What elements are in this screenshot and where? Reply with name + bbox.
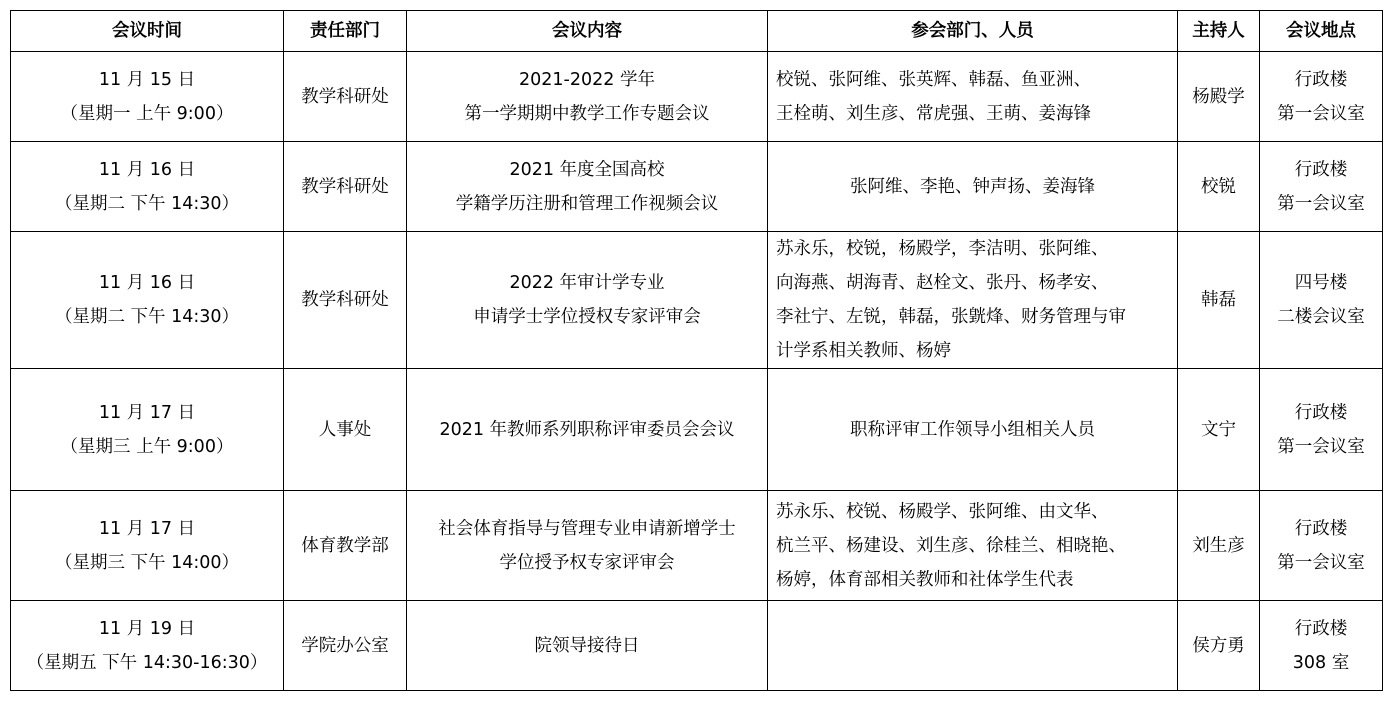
table-row <box>11 142 1383 232</box>
content-line: 社会体育指导与管理专业申请新增学士 <box>438 518 736 539</box>
content-line: 院领导接待日 <box>534 635 640 656</box>
cell-attendees <box>768 142 1178 232</box>
attendees-line: 杭兰平、杨建设、刘生彦、徐桂兰、相晓艳、 <box>776 535 1126 556</box>
cell-dept <box>284 369 407 491</box>
cell-location <box>1260 142 1383 232</box>
table-row <box>11 491 1383 601</box>
cell-content <box>407 232 768 369</box>
cell-dept <box>284 491 407 601</box>
cell-host <box>1178 491 1260 601</box>
cell-time <box>11 491 284 601</box>
host-name: 侯方勇 <box>1192 635 1245 656</box>
attendees-line: 苏永乐，校锐，杨殿学，李洁明、张阿维、 <box>776 239 1109 259</box>
header-location: 会议地点 <box>1260 11 1383 52</box>
host-name: 刘生彦 <box>1192 535 1245 556</box>
cell-attendees <box>768 232 1178 369</box>
cell-content <box>407 491 768 601</box>
attendees-line: 杨婷，体育部相关教师和社体学生代表 <box>776 569 1074 590</box>
content-line: 2021-2022 学年 <box>519 69 655 90</box>
header-meeting-time: 会议时间 <box>11 11 284 52</box>
location-building: 行政楼 <box>1294 518 1348 539</box>
cell-content <box>407 369 768 491</box>
location-room: 二楼会议室 <box>1277 307 1365 327</box>
attendees-line: 职称评审工作领导小组相关人员 <box>850 419 1095 440</box>
location-building: 行政楼 <box>1294 618 1348 639</box>
content-line: 2021 年度全国高校 <box>509 159 665 180</box>
table-row <box>11 601 1383 691</box>
host-name: 文宁 <box>1201 419 1236 440</box>
cell-attendees <box>768 601 1178 691</box>
content-line: 学位授予权专家评审会 <box>499 552 675 573</box>
content-line: 学籍学历注册和管理工作视频会议 <box>455 193 719 214</box>
attendees-line: 王栓萌、刘生彦、常虎强、王萌、姜海锋 <box>776 103 1091 124</box>
cell-dept <box>284 52 407 142</box>
location-room: 第一会议室 <box>1277 436 1365 457</box>
time-detail: （星期一 上午 9:00） <box>60 103 234 124</box>
host-name: 校锐 <box>1201 176 1236 197</box>
header-responsible-dept: 责任部门 <box>284 11 407 52</box>
cell-host <box>1178 601 1260 691</box>
cell-host <box>1178 232 1260 369</box>
time-date: 11 月 17 日 <box>98 402 196 423</box>
time-date: 11 月 16 日 <box>98 273 196 293</box>
table-row <box>11 232 1383 369</box>
cell-time <box>11 142 284 232</box>
cell-content <box>407 142 768 232</box>
time-date: 11 月 19 日 <box>98 618 196 639</box>
cell-attendees <box>768 52 1178 142</box>
cell-location <box>1260 369 1383 491</box>
dept-name: 教学科研处 <box>301 176 389 197</box>
location-room: 308 室 <box>1292 652 1350 673</box>
cell-attendees <box>768 369 1178 491</box>
time-date: 11 月 16 日 <box>98 159 196 180</box>
cell-time <box>11 52 284 142</box>
time-detail: （星期三 下午 14:00） <box>54 552 240 573</box>
location-room: 第一会议室 <box>1277 103 1365 124</box>
location-building: 行政楼 <box>1294 159 1348 180</box>
cell-attendees <box>768 491 1178 601</box>
location-room: 第一会议室 <box>1277 552 1365 573</box>
attendees-line: 李社宁、左锐，韩磊，张皝烽、财务管理与审 <box>776 307 1126 327</box>
time-date: 11 月 15 日 <box>98 69 196 90</box>
content-line: 2021 年教师系列职称评审委员会会议 <box>439 419 735 440</box>
host-name: 韩磊 <box>1201 290 1236 310</box>
host-name: 杨殿学 <box>1192 86 1245 107</box>
table-row <box>11 52 1383 142</box>
location-building: 四号楼 <box>1294 273 1348 293</box>
location-room: 第一会议室 <box>1277 193 1365 214</box>
cell-time <box>11 369 284 491</box>
cell-content <box>407 52 768 142</box>
cell-dept <box>284 601 407 691</box>
attendees-line: 苏永乐、校锐、杨殿学、张阿维、由文华、 <box>776 501 1109 522</box>
cell-dept <box>284 142 407 232</box>
time-detail: （星期二 下午 14:30） <box>54 307 240 327</box>
time-detail: （星期二 下午 14:30） <box>54 193 240 214</box>
cell-location <box>1260 601 1383 691</box>
header-meeting-content: 会议内容 <box>407 11 768 52</box>
cell-time <box>11 232 284 369</box>
attendees-line: 校锐、张阿维、张英辉、韩磊、鱼亚洲、 <box>776 69 1091 90</box>
dept-name: 人事处 <box>318 419 372 440</box>
header-attendees: 参会部门、人员 <box>768 11 1178 52</box>
attendees-line: 张阿维、李艳、钟声扬、姜海锋 <box>850 176 1095 197</box>
cell-location <box>1260 232 1383 369</box>
time-detail: （星期三 上午 9:00） <box>60 436 234 457</box>
cell-host <box>1178 52 1260 142</box>
header-host: 主持人 <box>1178 11 1260 52</box>
content-line: 2022 年审计学专业 <box>509 273 665 293</box>
table-row <box>11 369 1383 491</box>
location-building: 行政楼 <box>1294 69 1348 90</box>
dept-name: 体育教学部 <box>301 535 389 556</box>
dept-name: 教学科研处 <box>301 86 389 107</box>
attendees-line: 向海燕、胡海青、赵栓文、张丹、杨孝安、 <box>776 273 1109 293</box>
cell-host <box>1178 142 1260 232</box>
attendees-line: 计学系相关教师、杨婷 <box>776 341 951 361</box>
meeting-schedule-table <box>10 10 1383 691</box>
dept-name: 教学科研处 <box>301 290 389 310</box>
cell-location <box>1260 52 1383 142</box>
cell-host <box>1178 369 1260 491</box>
cell-content <box>407 601 768 691</box>
time-date: 11 月 17 日 <box>98 518 196 539</box>
cell-dept <box>284 232 407 369</box>
time-detail: （星期五 下午 14:30-16:30） <box>26 652 268 673</box>
content-line: 申请学士学位授权专家评审会 <box>473 307 701 327</box>
location-building: 行政楼 <box>1294 402 1348 423</box>
cell-location <box>1260 491 1383 601</box>
dept-name: 学院办公室 <box>301 635 389 656</box>
content-line: 第一学期期中教学工作专题会议 <box>464 103 710 124</box>
table-header-row <box>11 11 1383 52</box>
cell-time <box>11 601 284 691</box>
